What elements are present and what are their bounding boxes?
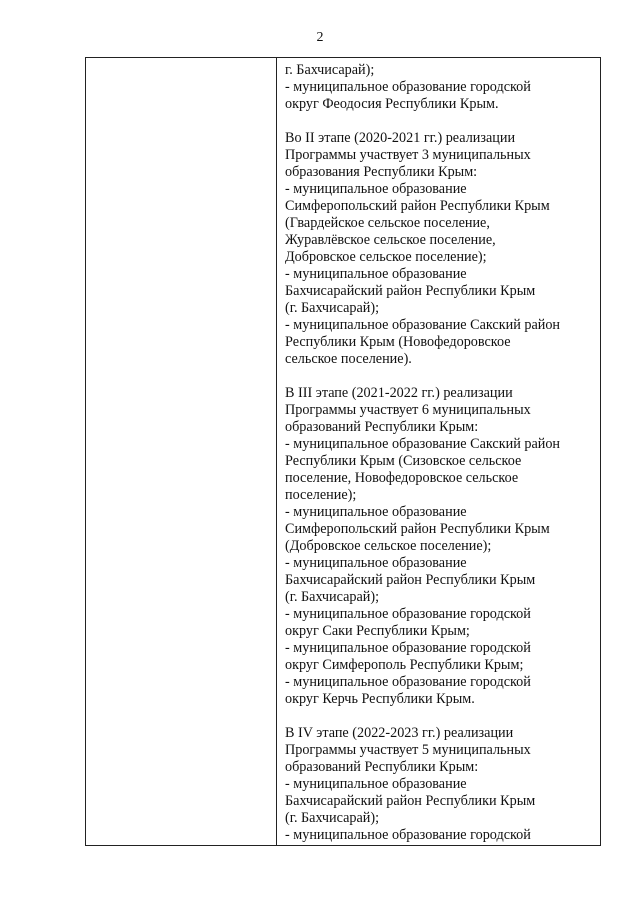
text-line: (г. Бахчисарай);: [285, 810, 380, 826]
text-line: (Гвардейское сельское поселение,: [285, 215, 490, 231]
text-line: поселение);: [285, 487, 357, 503]
text-line: округ Керчь Республики Крым.: [285, 691, 475, 707]
text-line: - муниципальное образование городской: [285, 674, 531, 690]
text-line: Бахчисарайский район Республики Крым: [285, 283, 536, 299]
table-right-column: [285, 62, 595, 842]
text-line: (г. Бахчисарай);: [285, 300, 380, 316]
page-number: 2: [316, 30, 324, 45]
text-line: (Добровское сельское поселение);: [285, 538, 492, 554]
text-line: - муниципальное образование: [285, 555, 467, 571]
text-line: округ Симферополь Республики Крым;: [285, 657, 524, 673]
text-line: образования Республики Крым:: [285, 164, 478, 180]
paragraph: [285, 385, 595, 708]
text-line: - муниципальное образование городской: [285, 640, 531, 656]
text-line: - муниципальное образование Сакский район: [285, 436, 561, 452]
text-line: - муниципальное образование городской: [285, 79, 531, 95]
text-line: Республики Крым (Новофедоровское: [285, 334, 511, 350]
text-line: поселение, Новофедоровское сельское: [285, 470, 519, 486]
text-line: Добровское сельское поселение);: [285, 249, 487, 265]
text-line: Программы участвует 5 муниципальных: [285, 742, 531, 758]
text-line: Симферопольский район Республики Крым: [285, 198, 550, 214]
text-line: Журавлёвское сельское поселение,: [285, 232, 496, 248]
text-line: (г. Бахчисарай);: [285, 589, 380, 605]
text-line: Бахчисарайский район Республики Крым: [285, 793, 536, 809]
text-line: - муниципальное образование: [285, 504, 467, 520]
text-line: - муниципальное образование городской: [285, 827, 531, 842]
text-line: - муниципальное образование Сакский район: [285, 317, 561, 333]
text-line: образований Республики Крым:: [285, 759, 479, 775]
text-line: округ Феодосия Республики Крым.: [285, 96, 499, 112]
text-line: Программы участвует 6 муниципальных: [285, 402, 531, 418]
text-line: Симферопольский район Республики Крым: [285, 521, 550, 537]
text-line: В III этапе (2021-2022 гг.) реализации: [285, 385, 513, 401]
paragraph: [285, 130, 595, 368]
text-line: - муниципальное образование городской: [285, 606, 531, 622]
document-table: [85, 57, 601, 846]
text-line: образований Республики Крым:: [285, 419, 479, 435]
text-line: Программы участвует 3 муниципальных: [285, 147, 531, 163]
table-left-column: [86, 58, 277, 845]
text-line: Республики Крым (Сизовское сельское: [285, 453, 522, 469]
text-line: г. Бахчисарай);: [285, 62, 375, 78]
text-line: Бахчисарайский район Республики Крым: [285, 572, 536, 588]
text-line: В IV этапе (2022-2023 гг.) реализации: [285, 725, 514, 741]
text-line: - муниципальное образование: [285, 776, 467, 792]
paragraph: [285, 725, 595, 842]
text-line: - муниципальное образование: [285, 266, 467, 282]
text-line: Во II этапе (2020-2021 гг.) реализации: [285, 130, 516, 146]
text-line: сельское поселение).: [285, 351, 412, 367]
text-line: - муниципальное образование: [285, 181, 467, 197]
text-line: округ Саки Республики Крым;: [285, 623, 470, 639]
paragraph: [285, 62, 595, 113]
